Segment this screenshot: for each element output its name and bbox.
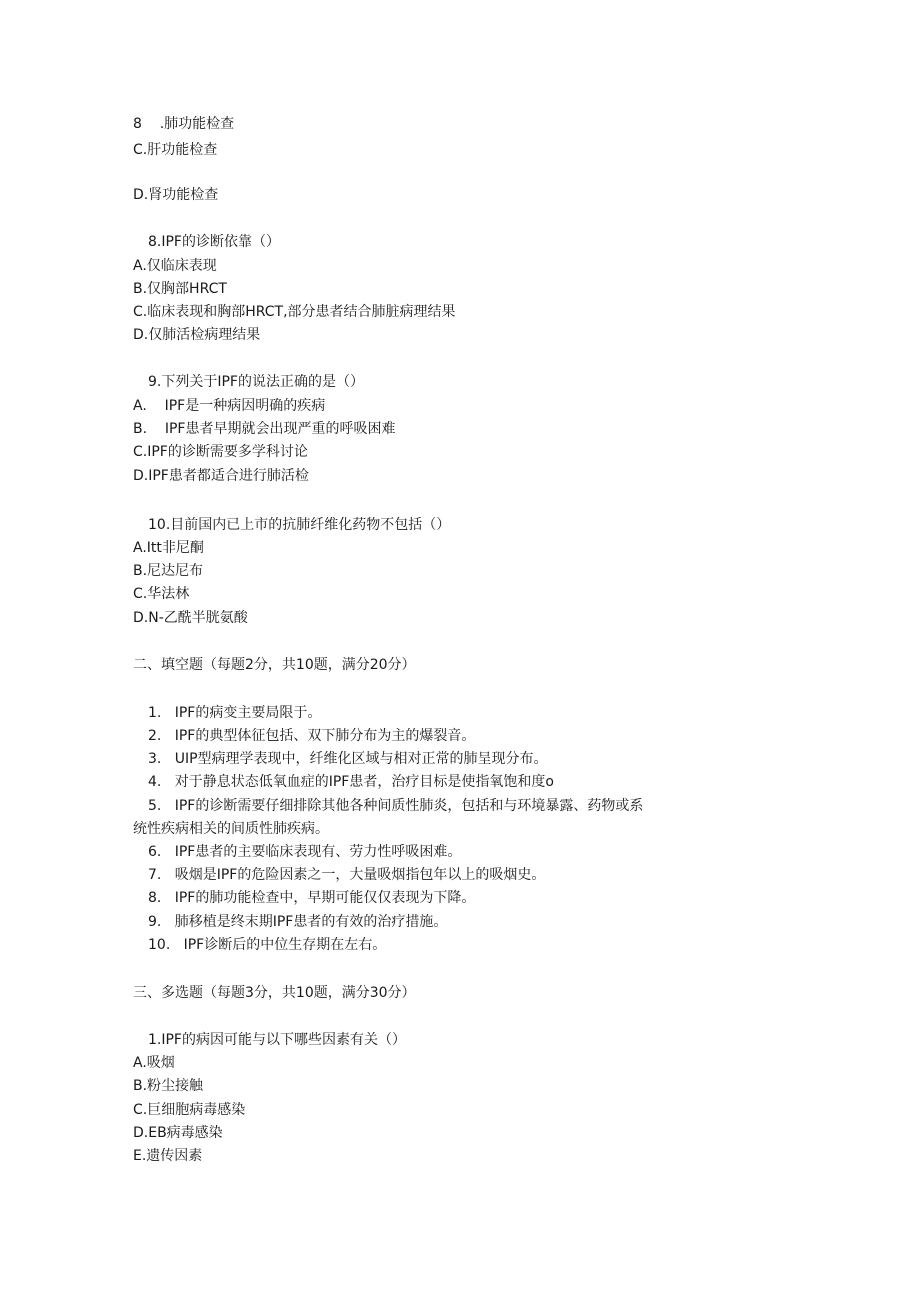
question-10: 10.目前国内已上市的抗肺纤维化药物不包括（）	[148, 517, 451, 533]
option-c: C.巨细胞病毒感染	[133, 1102, 246, 1118]
option-a: A.吸烟	[133, 1055, 175, 1071]
option-d: D.N-乙酰半胱氨酸	[133, 610, 248, 626]
option-b: 8 .肺功能检查	[133, 116, 235, 132]
question-1: 1.IPF的病因可能与以下哪些因素有关（）	[148, 1032, 406, 1048]
option-b: B. IPF患者早期就会出现严重的呼吸困难	[133, 421, 396, 437]
fill-in-item: 5. IPF的诊断需要仔细排除其他各种间质性肺炎，包括和与环境暴露、药物或系	[148, 798, 644, 814]
fill-in-item: 1. IPF的病变主要局限于。	[148, 705, 322, 721]
section-heading-multiple-choice: 三、多选题（每题3分，共10题，满分30分）	[133, 985, 416, 1001]
option-c: C.IPF的诊断需要多学科讨论	[133, 444, 308, 460]
fill-in-item: 2. IPF的典型体征包括、双下肺分布为主的爆裂音。	[148, 728, 476, 744]
option-b: B.尼达尼布	[133, 563, 204, 579]
option-a: A.仅临床表现	[133, 258, 217, 274]
fill-in-item-continuation: 统性疾病相关的间质性肺疾病。	[133, 821, 329, 837]
question-9: 9.下列关于IPF的说法正确的是（）	[148, 374, 364, 390]
option-c: C.肝功能检查	[133, 142, 218, 158]
option-d: D.EB病毒感染	[133, 1125, 223, 1141]
section-heading-fill-in: 二、填空题（每题2分，共10题，满分20分）	[133, 657, 416, 673]
option-a: A. IPF是一种病因明确的疾病	[133, 398, 326, 414]
fill-in-item: 3. UIP型病理学表现中，纤维化区域与相对正常的肺呈现分布。	[148, 751, 548, 767]
option-d: D.肾功能检查	[133, 187, 219, 203]
option-d: D.仅肺活检病理结果	[133, 327, 261, 343]
option-d: D.IPF患者都适合进行肺活检	[133, 468, 309, 484]
option-b: B.仅胸部HRCT	[133, 281, 227, 297]
option-e: E.遗传因素	[133, 1148, 203, 1164]
fill-in-item: 7. 吸烟是IPF的危险因素之一，大量吸烟指包年以上的吸烟史。	[148, 867, 546, 883]
option-c: C.华法林	[133, 586, 190, 602]
fill-in-item: 8. IPF的肺功能检查中，早期可能仅仅表现为下降。	[148, 890, 476, 906]
fill-in-item: 6. IPF患者的主要临床表现有、劳力性呼吸困难。	[148, 844, 462, 860]
option-c: C.临床表现和胸部HRCT,部分患者结合肺脏病理结果	[133, 304, 456, 320]
option-a: A.Itt非尼酮	[133, 540, 204, 556]
fill-in-item: 9. 肺移植是终末期IPF患者的有效的治疗措施。	[148, 914, 448, 930]
option-b: B.粉尘接触	[133, 1078, 204, 1094]
fill-in-item: 10. IPF诊断后的中位生存期在左右。	[148, 937, 387, 953]
question-8: 8.IPF的诊断依靠（）	[148, 234, 280, 250]
fill-in-item: 4. 对于静息状态低氧血症的IPF患者，治疗目标是使指氧饱和度o	[148, 774, 554, 790]
